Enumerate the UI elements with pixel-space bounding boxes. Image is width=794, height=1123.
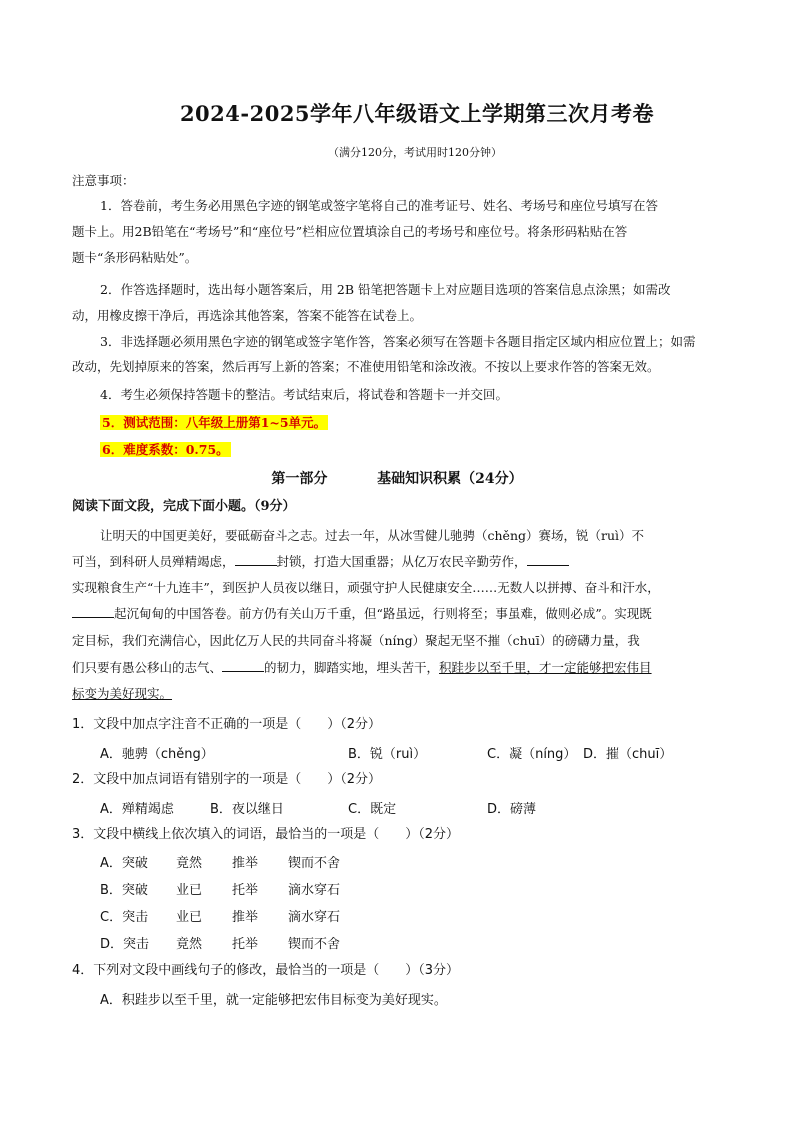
q1-option-d[interactable]: D．摧（chuī） (583, 747, 673, 762)
page-title: 2024-2025学年八年级语文上学期第三次月考卷 (179, 101, 655, 126)
notice-item-3-line-2: 改动，先划掉原来的答案，然后再写上新的答案；不准使用铅笔和涂改液。不按以上要求作答的答案无效。 (72, 359, 660, 374)
passage-line-4a: 起沉甸甸的中国答卷。前方仍有关山万千重，但“路虽远，行则将至；事虽难，做则必成”。实现既 (114, 606, 652, 621)
question-2: 2．文段中加点词语有错别字的一项是（ ）（2分） (72, 772, 382, 787)
page-subtitle: （满分120分，考试用时120分钟） (328, 146, 502, 159)
q3-option-a[interactable]: A．突破 竟然 推举 锲而不舍 (100, 856, 341, 871)
q2-option-a[interactable]: A．殚精竭虑 (100, 802, 174, 817)
passage-line-6 (72, 658, 652, 678)
difficulty-highlight: 6．难度系数：0.75。 (102, 442, 229, 457)
underlined-sentence-part-1: 积跬步以至千里，才一定能够把宏伟目 (439, 660, 652, 675)
blank-4 (222, 658, 264, 672)
passage-line-3: 实现粮食生产“十九连丰”，到医护人员夜以继日，顽强守护人民健康安全……无数人以拼搏、奋斗和汗水， (72, 580, 660, 595)
part-heading (0, 468, 794, 488)
blank-2 (527, 552, 569, 566)
notice-item-4: 4．考生必须保持答题卡的整洁。考试结束后，将试卷和答题卡一并交回。 (100, 387, 508, 402)
q2-option-d[interactable]: D．磅薄 (487, 802, 537, 817)
q4-option-a[interactable]: A．积跬步以至千里，就一定能够把宏伟目标变为美好现实。 (100, 993, 447, 1008)
blank-3 (72, 604, 114, 618)
passage-line-6b: 的韧力，脚踏实地，埋头苦干， (264, 660, 440, 675)
question-3: 3．文段中横线上依次填入的词语，最恰当的一项是（ ）（2分） (72, 827, 460, 842)
q1-option-b[interactable]: B．锐（ruì） (348, 747, 427, 762)
q2-option-c[interactable]: C．既定 (348, 802, 397, 817)
notice-heading: 注意事项： (72, 173, 135, 188)
question-4: 4．下列对文段中画线句子的修改，最恰当的一项是（ ）（3分） (72, 963, 460, 978)
q3-option-c[interactable]: C．突击 业已 推举 滴水穿石 (100, 910, 341, 925)
q2-option-b[interactable]: B．夜以继日 (210, 802, 284, 817)
underlined-sentence-part-2: 标变为美好现实。 (72, 686, 173, 701)
passage-line-2 (72, 552, 569, 572)
passage-line-5: 定目标，我们充满信心，因此亿万人民的共同奋斗将凝（níng）聚起无坚不摧（chuī）的磅礴力量，我 (72, 633, 640, 648)
passage-line-4 (72, 604, 652, 624)
notice-item-2-line-2: 动，用橡皮擦干净后，再选涂其他答案，答案不能答在试卷上。 (72, 308, 423, 323)
test-scope-highlight: 5．测试范围：八年级上册第1~5单元。 (102, 415, 327, 430)
notice-item-3-line-1: 3．非选择题必须用黑色字迹的钢笔或签字笔作答，答案必须写在答题卡各题目指定区域内相应位置上；如需 (100, 334, 696, 349)
passage-line-1: 让明天的中国更美好，要砥砺奋斗之志。过去一年，从冰雪健儿驰骋（chěng）赛场，锐（ruì）不 (100, 528, 645, 543)
q3-option-d[interactable]: D．突击 竟然 托举 锲而不舍 (100, 937, 341, 952)
q3-option-b[interactable]: B．突破 业已 托举 滴水穿石 (100, 883, 341, 898)
part-name: 基础知识积累（24分） (377, 471, 523, 487)
notice-item-2-line-1: 2．作答选择题时，选出每小题答案后，用 2B 铅笔把答题卡上对应题目选项的答案信息点涂黑；如需改 (100, 282, 671, 297)
part-label: 第一部分 (271, 471, 328, 487)
passage-line-2b: 封锁，打造大国重器；从亿万农民辛勤劳作， (276, 554, 527, 569)
notice-item-1-line-3: 题卡“条形码粘贴处”。 (72, 250, 198, 265)
blank-1 (235, 552, 277, 566)
question-1: 1．文段中加点字注音不正确的一项是（ ）（2分） (72, 717, 382, 732)
reading-instruction: 阅读下面文段，完成下面小题。（9分） (72, 499, 296, 514)
notice-item-1-line-1: 1．答卷前，考生务必用黑色字迹的钢笔或签字笔将自己的准考证号、姓名、考场号和座位号填写在答 (100, 198, 658, 213)
passage-line-2a: 可当，到科研人员殚精竭虑， (72, 554, 235, 569)
passage-line-6a: 们只要有愚公移山的志气、 (72, 660, 223, 675)
q1-option-c[interactable]: C．凝（níng） (487, 747, 577, 762)
q1-option-a[interactable]: A．驰骋（chěng） (100, 747, 214, 762)
notice-item-1-line-2: 题卡上。用2B铅笔在“考场号”和“座位号”栏相应位置填涂自己的考场号和座位号。将条形码粘贴在答 (72, 224, 628, 239)
